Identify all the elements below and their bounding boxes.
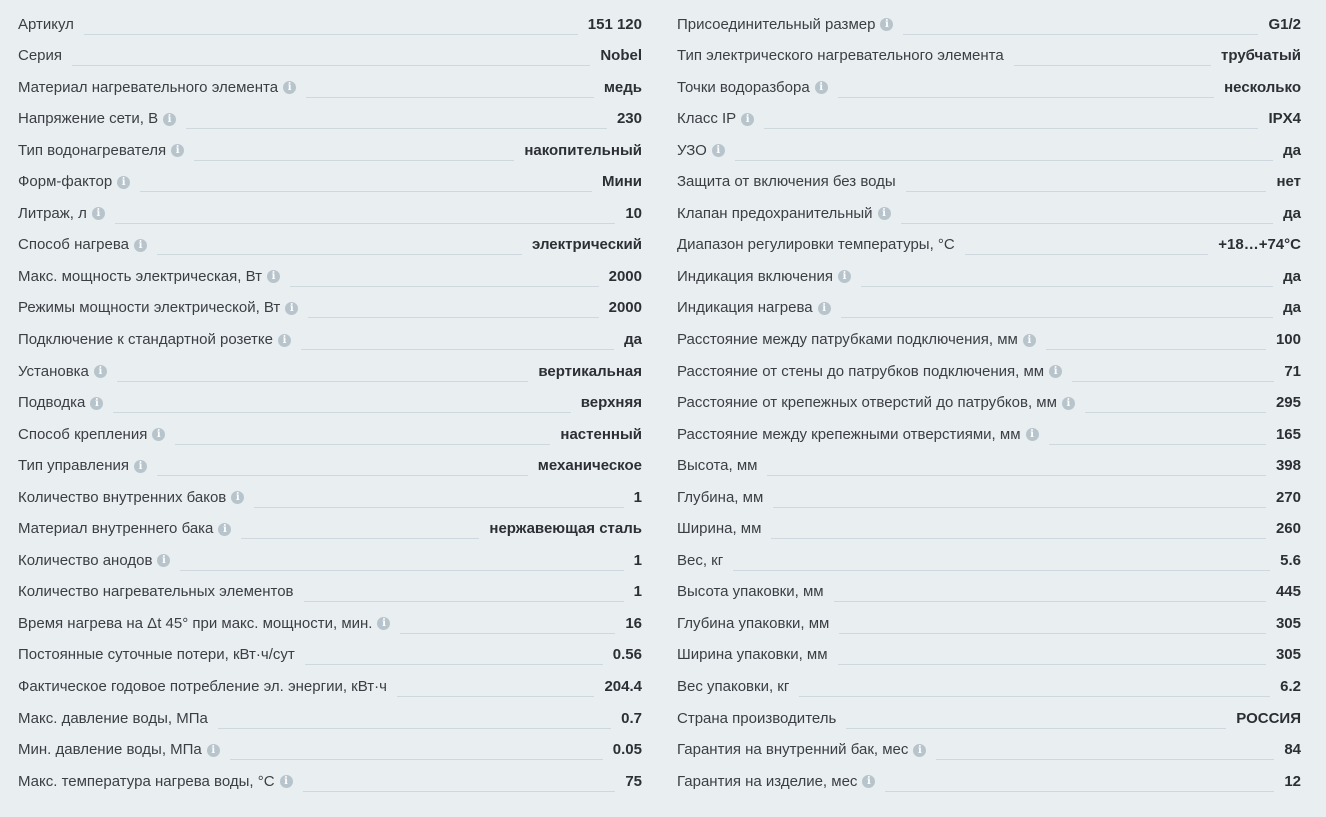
spec-row [18,321,642,353]
spec-label-text: Способ нагрева [18,236,129,254]
spec-label [677,205,891,227]
spec-row [677,416,1301,448]
spec-value: 1 [633,551,642,569]
spec-label-text: Страна производитель [677,709,837,727]
spec-value: G1/2 [1268,15,1301,33]
leader-line [218,728,611,729]
spec-label [18,710,208,732]
spec-label [18,299,298,321]
spec-label [18,268,280,290]
spec-label [18,142,184,164]
spec-label-text: Гарантия на внутренний бак, мес [677,741,909,759]
spec-row [18,227,642,259]
spec-row [677,38,1301,70]
info-icon[interactable]: i [283,81,296,94]
spec-label [677,678,789,700]
spec-row [18,290,642,322]
spec-label [18,773,293,795]
spec-label [677,268,851,290]
leader-line [799,696,1270,697]
leader-line [301,349,614,350]
spec-value: трубчатый [1221,47,1301,65]
info-icon[interactable]: i [862,775,875,788]
spec-label [18,489,244,511]
spec-row [677,6,1301,38]
info-icon[interactable]: i [117,176,130,189]
spec-row [677,605,1301,637]
spec-row [18,574,642,606]
leader-line [906,191,1267,192]
spec-label [677,394,1075,416]
spec-label-text: Установка [18,362,89,380]
info-icon[interactable]: i [377,617,390,630]
spec-value: 16 [625,614,642,632]
spec-value: 71 [1284,362,1301,380]
spec-value: 1 [633,488,642,506]
leader-line [400,633,615,634]
spec-label-text: Тип водонагревателя [18,141,167,159]
spec-value: 0.56 [612,646,642,664]
spec-value: 84 [1284,741,1301,759]
spec-row [18,101,642,133]
info-icon[interactable]: i [1049,365,1062,378]
leader-line [965,254,1209,255]
spec-label [677,741,926,763]
leader-line [140,191,592,192]
spec-value: 1 [633,583,642,601]
spec-label-text: Постоянные суточные потери, кВт·ч/сут [18,646,295,664]
leader-line [84,34,578,35]
spec-label [18,741,220,763]
spec-label [677,110,754,132]
spec-row [18,132,642,164]
info-icon[interactable]: i [878,207,891,220]
spec-value: 270 [1275,488,1301,506]
spec-value: механическое [537,457,642,475]
spec-label-text: Индикация включения [677,267,834,285]
leader-line [885,791,1274,792]
leader-line [303,791,616,792]
spec-row [18,353,642,385]
leader-line [290,286,599,287]
spec-label [677,299,831,321]
leader-line [157,254,522,255]
spec-value: 204.4 [604,678,642,696]
leader-line [241,538,479,539]
info-icon[interactable]: i [163,113,176,126]
leader-line [735,160,1273,161]
spec-label-text: Мин. давление воды, МПа [18,741,202,759]
spec-row [18,605,642,637]
info-icon[interactable]: i [152,428,165,441]
spec-value: РОССИЯ [1236,709,1301,727]
spec-label [677,16,893,38]
spec-value: нержавеющая сталь [489,520,642,538]
info-icon[interactable]: i [913,744,926,757]
spec-row [677,101,1301,133]
spec-row [677,195,1301,227]
spec-label-text: Точки водоразбора [677,78,810,96]
spec-label-text: Серия [18,47,63,65]
info-icon[interactable]: i [1023,334,1036,347]
leader-line [767,475,1265,476]
spec-value: электрический [532,236,642,254]
spec-value: 260 [1275,520,1301,538]
spec-row [18,511,642,543]
spec-label [677,173,896,195]
spec-value: 445 [1275,583,1301,601]
spec-value: да [1283,141,1301,159]
spec-label-text: Гарантия на изделие, мес [677,772,858,790]
leader-line [194,160,514,161]
info-icon[interactable]: i [278,334,291,347]
spec-label [18,678,387,700]
spec-row [677,448,1301,480]
spec-value: +18…+74°С [1218,236,1301,254]
spec-row [677,668,1301,700]
spec-row [677,258,1301,290]
spec-value: да [1283,204,1301,222]
info-icon[interactable]: i [90,397,103,410]
leader-line [254,507,623,508]
leader-line [1049,444,1266,445]
info-icon[interactable]: i [815,81,828,94]
leader-line [186,128,607,129]
spec-label-text: Диапазон регулировки температуры, °С [677,236,955,254]
spec-label [18,16,74,38]
spec-row [18,732,642,764]
leader-line [304,601,624,602]
leader-line [846,728,1226,729]
info-icon[interactable]: i [231,491,244,504]
spec-label-text: Артикул [18,15,74,33]
spec-label-text: Глубина упаковки, мм [677,614,830,632]
spec-label-text: Подводка [18,394,86,412]
spec-label-text: Количество нагревательных элементов [18,583,294,601]
spec-value: верхняя [580,394,642,412]
spec-value: вертикальная [538,362,642,380]
leader-line [839,633,1266,634]
spec-row [18,69,642,101]
spec-row [18,164,642,196]
spec-row [18,700,642,732]
info-icon[interactable]: i [741,113,754,126]
spec-value: 2000 [608,267,642,285]
spec-label-text: УЗО [677,141,707,159]
info-icon[interactable]: i [285,302,298,315]
spec-label-text: Подключение к стандартной розетке [18,331,273,349]
spec-value: да [624,331,642,349]
spec-value: несколько [1224,78,1301,96]
spec-label-text: Вес упаковки, кг [677,678,790,696]
spec-value: 2000 [608,299,642,317]
spec-label-text: Класс IP [677,110,737,128]
spec-label-text: Материал внутреннего бака [18,520,214,538]
spec-row [677,511,1301,543]
spec-value: 151 120 [587,15,642,33]
spec-value: IPX4 [1268,110,1301,128]
leader-line [1085,412,1266,413]
spec-row [677,227,1301,259]
spec-value: 165 [1275,425,1301,443]
spec-label-text: Фактическое годовое потребление эл. энергии, кВт·ч [18,678,387,696]
info-icon[interactable]: i [1026,428,1039,441]
spec-label-text: Литраж, л [18,204,87,222]
spec-label-text: Макс. мощность электрическая, Вт [18,267,263,285]
spec-label [677,363,1062,385]
leader-line [1014,65,1211,66]
spec-label-text: Макс. температура нагрева воды, °С [18,772,275,790]
spec-label [18,205,105,227]
spec-value: 398 [1275,457,1301,475]
spec-label [677,583,824,605]
spec-row [677,290,1301,322]
info-icon[interactable]: i [157,554,170,567]
info-icon[interactable]: i [267,270,280,283]
leader-line [308,317,598,318]
spec-value: 0.05 [612,741,642,759]
spec-label-text: Макс. давление воды, МПа [18,709,208,727]
info-icon[interactable]: i [94,365,107,378]
leader-line [838,664,1266,665]
spec-value: накопительный [524,141,642,159]
spec-row [18,195,642,227]
spec-label [677,331,1036,353]
spec-value: нет [1276,173,1301,191]
info-icon[interactable]: i [880,18,893,31]
spec-label [18,79,296,101]
spec-row [18,668,642,700]
leader-line [180,570,623,571]
leader-line [305,664,603,665]
spec-label-text: Индикация нагрева [677,299,813,317]
spec-label-text: Присоединительный размер [677,15,876,33]
info-icon[interactable]: i [838,270,851,283]
spec-label-text: Форм-фактор [18,173,113,191]
leader-line [115,223,615,224]
leader-line [838,97,1214,98]
spec-label [18,583,294,605]
spec-label [677,710,836,732]
spec-label [677,615,829,637]
spec-label-text: Режимы мощности электрической, Вт [18,299,281,317]
spec-row [677,353,1301,385]
spec-label-text: Ширина, мм [677,520,762,538]
spec-label [677,646,828,668]
spec-value: 0.7 [621,709,642,727]
spec-label-text: Расстояние от крепежных отверстий до патрубков, мм [677,394,1057,412]
spec-label [677,457,757,479]
spec-label-text: Количество внутренних баков [18,488,227,506]
spec-value: медь [603,78,642,96]
spec-value: 12 [1284,772,1301,790]
spec-row [18,416,642,448]
leader-line [903,34,1258,35]
spec-value: 6.2 [1280,678,1301,696]
leader-line [175,444,550,445]
spec-label [18,552,170,574]
spec-label-text: Напряжение сети, В [18,110,159,128]
spec-row [677,164,1301,196]
leader-line [113,412,570,413]
info-icon[interactable]: i [207,744,220,757]
spec-label-text: Расстояние от стены до патрубков подключения, мм [677,362,1045,380]
spec-row [677,763,1301,795]
leader-line [306,97,594,98]
spec-label-text: Защита от включения без воды [677,173,896,191]
spec-label-text: Количество анодов [18,551,153,569]
info-icon[interactable]: i [171,144,184,157]
leader-line [771,538,1266,539]
spec-label [677,79,828,101]
spec-value: 5.6 [1280,551,1301,569]
info-icon[interactable]: i [134,239,147,252]
info-icon[interactable]: i [1062,397,1075,410]
spec-label-text: Вес, кг [677,551,724,569]
spec-label-text: Высота, мм [677,457,758,475]
spec-row [677,385,1301,417]
spec-row [18,38,642,70]
spec-label [18,110,176,132]
specs-column-right [677,0,1301,795]
spec-value: Мини [602,173,642,191]
spec-label [18,426,165,448]
spec-label [677,520,761,542]
spec-value: да [1283,267,1301,285]
specs-column-left [18,0,642,795]
spec-label [677,47,1004,69]
spec-label-text: Высота упаковки, мм [677,583,824,601]
spec-value: Nobel [600,47,642,65]
spec-row [18,385,642,417]
spec-value: настенный [560,425,642,443]
spec-label [18,236,147,258]
spec-label [18,173,130,195]
spec-label [18,520,231,542]
leader-line [157,475,528,476]
spec-row [677,479,1301,511]
spec-label-text: Расстояние между крепежными отверстиями, мм [677,425,1021,443]
spec-label [18,457,147,479]
leader-line [397,696,595,697]
leader-line [773,507,1266,508]
spec-label [18,363,107,385]
spec-label-text: Материал нагревательного элемента [18,78,279,96]
spec-label-text: Тип управления [18,457,129,475]
spec-label [18,394,103,416]
spec-row [18,258,642,290]
spec-label-text: Глубина, мм [677,488,764,506]
spec-label [677,552,723,574]
spec-row [18,479,642,511]
spec-row [677,574,1301,606]
leader-line [1072,381,1274,382]
spec-label [677,236,955,258]
spec-row [18,448,642,480]
spec-row [677,542,1301,574]
leader-line [936,759,1274,760]
spec-label [18,646,295,668]
spec-row [18,763,642,795]
spec-value: 230 [616,110,642,128]
spec-row [677,637,1301,669]
spec-label-text: Время нагрева на Δt 45° при макс. мощности, мин. [18,614,373,632]
leader-line [117,381,528,382]
spec-row [18,637,642,669]
spec-value: да [1283,299,1301,317]
leader-line [1046,349,1266,350]
spec-label-text: Тип электрического нагревательного элемента [677,47,1004,65]
spec-row [677,69,1301,101]
leader-line [764,128,1258,129]
info-icon[interactable]: i [218,523,231,536]
spec-row [18,542,642,574]
leader-line [834,601,1266,602]
spec-label-text: Клапан предохранительный [677,204,873,222]
spec-label-text: Ширина упаковки, мм [677,646,828,664]
spec-label [677,489,763,511]
info-icon[interactable]: i [818,302,831,315]
spec-row [677,321,1301,353]
spec-value: 10 [625,204,642,222]
spec-label [18,331,291,353]
spec-label-text: Способ крепления [18,425,148,443]
spec-label [18,47,62,69]
spec-row [18,6,642,38]
spec-value: 305 [1275,646,1301,664]
spec-label [677,142,725,164]
spec-label [18,615,390,637]
spec-value: 75 [625,772,642,790]
leader-line [861,286,1273,287]
info-icon[interactable]: i [712,144,725,157]
spec-label [677,426,1039,448]
spec-label-text: Расстояние между патрубками подключения, мм [677,331,1018,349]
spec-row [677,132,1301,164]
leader-line [230,759,603,760]
leader-line [733,570,1270,571]
leader-line [841,317,1274,318]
leader-line [901,223,1274,224]
spec-row [677,700,1301,732]
info-icon[interactable]: i [92,207,105,220]
spec-value: 295 [1275,394,1301,412]
info-icon[interactable]: i [134,460,147,473]
spec-label [677,773,875,795]
spec-value: 100 [1275,331,1301,349]
spec-value: 305 [1275,614,1301,632]
spec-row [677,732,1301,764]
info-icon[interactable]: i [280,775,293,788]
leader-line [72,65,590,66]
